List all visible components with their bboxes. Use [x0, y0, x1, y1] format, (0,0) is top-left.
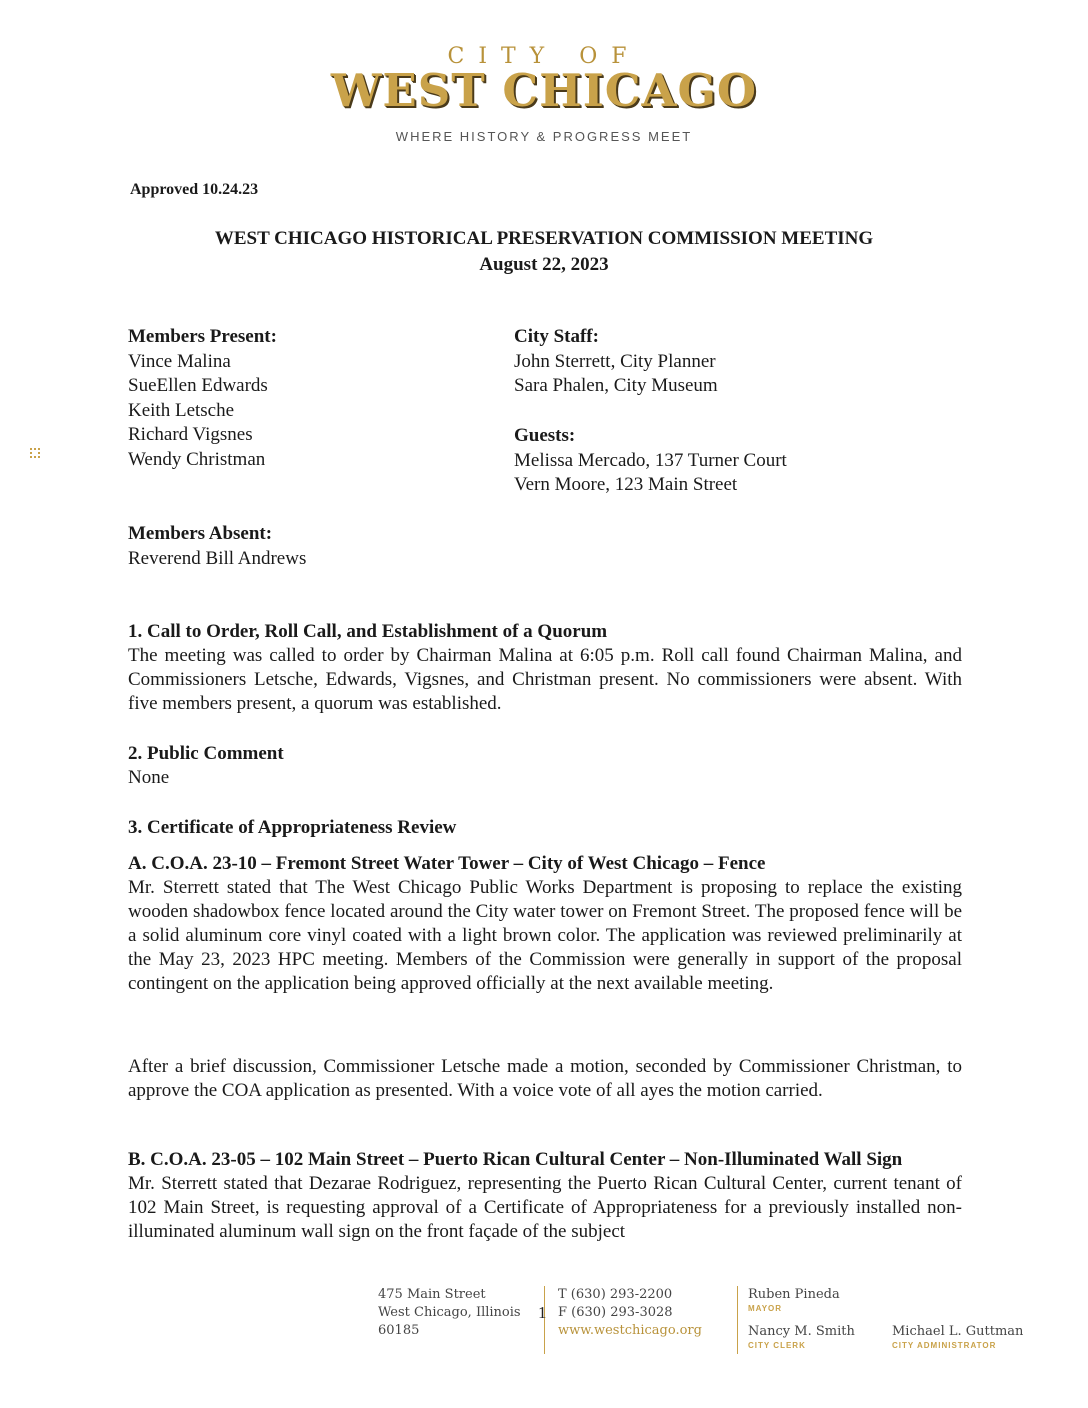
- members-absent-heading: Members Absent:: [128, 523, 273, 544]
- address-line: 475 Main Street: [378, 1287, 486, 1302]
- section-body: Mr. Sterrett stated that The West Chicago Public Works Department is proposing to replace the existing wooden shadowbox fence located around the City water tower on Fremont Street. The proposed fence will be a solid aluminum core vinyl coated with a light brown color. The application was reviewed preliminarily at the May 23, 2023 HPC meeting. Members of the Commission were generally in support of the proposal contingent on the application being approved officially at the next available meeting.: [128, 877, 962, 994]
- margin-mark: [30, 448, 40, 458]
- section-heading: 2. Public Comment: [128, 743, 284, 764]
- fax-number: F (630) 293-3028: [558, 1305, 673, 1320]
- clerk-role: CITY CLERK: [748, 1341, 806, 1350]
- footer-contact: [558, 1286, 702, 1340]
- member-name: Keith Letsche: [128, 399, 235, 421]
- mayor-role: MAYOR: [748, 1304, 783, 1313]
- section-body: None: [128, 767, 170, 788]
- city-staff-heading: City Staff:: [514, 326, 599, 347]
- phone-number: T (630) 293-2200: [558, 1287, 673, 1302]
- member-name: Vince Malina: [128, 350, 231, 372]
- section-heading: A. C.O.A. 23-10 – Fremont Street Water Tower – City of West Chicago – Fence: [128, 853, 766, 874]
- section-body: After a brief discussion, Commissioner Letsche made a motion, seconded by Commissioner Christman, to approve the COA application as presented. With a voice vote of all ayes the motion carried.: [128, 1056, 962, 1101]
- footer-mayor: [748, 1286, 840, 1313]
- members-present: [128, 325, 277, 472]
- footer-divider: [737, 1286, 738, 1354]
- section-heading: 1. Call to Order, Roll Call, and Establishment of a Quorum: [128, 621, 608, 642]
- footer-clerk: [748, 1323, 855, 1350]
- member-name: Wendy Christman: [128, 448, 266, 470]
- member-name: Richard Vigsnes: [128, 424, 253, 445]
- logo-city-name: WEST CHICAGO: [330, 64, 758, 117]
- guest-name: Vern Moore, 123 Main Street: [514, 474, 738, 495]
- administrator-name: Michael L. Guttman: [892, 1324, 1024, 1339]
- footer-address: [378, 1286, 521, 1340]
- address-line: 60185: [378, 1323, 420, 1338]
- logo-tagline: WHERE HISTORY & PROGRESS MEET: [395, 129, 693, 144]
- section-coa-review: [128, 816, 962, 840]
- guests-heading: Guests:: [514, 425, 576, 446]
- guest-name: Melissa Mercado, 137 Turner Court: [514, 449, 787, 471]
- section-body: Mr. Sterrett stated that Dezarae Rodriguez, representing the Puerto Rican Cultural Center, current tenant of 102 Main Street, is requesting approval of a Certificate of Appropriateness for a previously installed non-illuminated aluminum wall sign on the front façade of the subject: [128, 1173, 962, 1242]
- logo-city-of: CITY OF: [447, 44, 641, 69]
- staff-name: John Sterrett, City Planner: [514, 350, 716, 372]
- members-present-heading: Members Present:: [128, 326, 277, 347]
- staff-name: Sara Phalen, City Museum: [514, 375, 718, 396]
- section-coa-a: [128, 852, 962, 996]
- guests: [514, 424, 787, 498]
- meeting-title: WEST CHICAGO HISTORICAL PRESERVATION COMMISSION MEETING: [214, 228, 874, 249]
- administrator-role: CITY ADMINISTRATOR: [892, 1341, 997, 1350]
- members-absent: [128, 522, 306, 571]
- page-number: 1: [538, 1303, 547, 1322]
- section-public-comment: [128, 742, 962, 790]
- section-coa-b: [128, 1148, 962, 1244]
- clerk-name: Nancy M. Smith: [748, 1324, 855, 1339]
- section-body: The meeting was called to order by Chairman Malina at 6:05 p.m. Roll call found Chairman Malina, and Commissioners Letsche, Edwards, Vigsnes, and Christman present. No commissioners were absent. With five members present, a quorum was established.: [128, 645, 962, 714]
- member-name: SueEllen Edwards: [128, 375, 268, 396]
- section-coa-a-motion: [128, 1055, 962, 1103]
- footer-administrator: [892, 1323, 1023, 1350]
- website-link[interactable]: www.westchicago.org: [558, 1323, 702, 1338]
- absent-name: Reverend Bill Andrews: [128, 547, 307, 569]
- section-heading: 3. Certificate of Appropriateness Review: [128, 817, 457, 838]
- address-line: West Chicago, Illinois: [378, 1305, 521, 1320]
- approval-date: Approved 10.24.23: [130, 181, 259, 198]
- section-heading: B. C.O.A. 23-05 – 102 Main Street – Puerto Rican Cultural Center – Non-Illuminated Wall Sign: [128, 1149, 903, 1170]
- city-staff: [514, 325, 718, 399]
- meeting-date: August 22, 2023: [479, 254, 609, 275]
- mayor-name: Ruben Pineda: [748, 1287, 840, 1302]
- section-call-to-order: [128, 620, 962, 716]
